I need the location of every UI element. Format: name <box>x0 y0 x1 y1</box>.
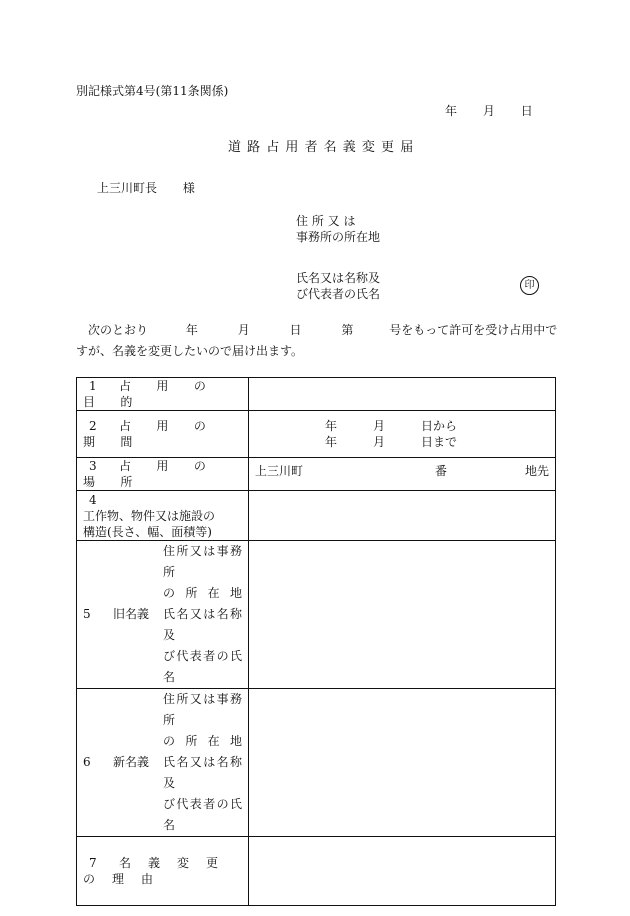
old-name-label: 旧名義 <box>113 607 150 621</box>
table-row-structure <box>77 491 556 541</box>
document-title: 道 路 占 用 者 名 義 変 更 届 <box>228 140 415 155</box>
body-day: 日 <box>289 323 302 337</box>
reason-label-cell <box>77 836 249 905</box>
period-to-suffix: 日まで <box>421 435 458 449</box>
period-to-year: 年 <box>325 435 338 449</box>
addressee-honorific: 様 <box>182 181 195 195</box>
name-label-line-1: 氏名又は名称及 <box>296 271 381 285</box>
place-ban: 番 <box>435 464 448 478</box>
date-day: 日 <box>520 104 533 118</box>
structure-label <box>83 508 215 540</box>
row-number: 4 <box>89 492 97 507</box>
body-dai: 第 <box>341 323 354 337</box>
period-from-suffix: 日から <box>421 419 458 433</box>
row-number: 5 <box>83 607 91 621</box>
row-number: 7 <box>89 855 97 870</box>
place-chisaki: 地先 <box>524 464 549 478</box>
purpose-value-cell[interactable] <box>249 378 556 411</box>
place-label-cell <box>77 458 249 491</box>
form-reference: 別記様式第4号(第11条関係) <box>76 84 229 98</box>
table-row-period <box>77 411 556 458</box>
sub-label: び代表者の氏名 <box>163 796 242 832</box>
applicant-address-label <box>296 213 380 245</box>
purpose-label: 占 用 の 目 的 <box>83 379 217 409</box>
old-name-value-cell[interactable] <box>249 540 556 688</box>
new-name-label-cell <box>77 688 249 836</box>
seal-mark: 印 <box>520 276 539 295</box>
sub-label: 住所又は事務所 <box>163 691 242 727</box>
body-intro: 次のとおり <box>88 323 149 337</box>
body-text-line-2: すが、名義を変更したいので届け出ます。 <box>76 344 304 358</box>
period-label: 占 用 の 期 間 <box>83 419 217 449</box>
sub-label: の 所 在 地 <box>163 585 242 600</box>
address-label-line-2: 事務所の所在地 <box>296 230 381 244</box>
structure-label-cell <box>77 491 249 541</box>
old-name-sub-labels <box>159 541 248 688</box>
applicant-name-label <box>296 270 380 302</box>
new-name-value-cell[interactable] <box>249 688 556 836</box>
reason-label: 名 義 変 更 の 理 由 <box>83 855 225 886</box>
new-name-sub-labels <box>159 689 248 836</box>
body-rest: 号をもって許可を受け占用中で <box>389 323 558 337</box>
application-table <box>76 377 556 906</box>
body-month: 月 <box>237 323 250 337</box>
period-to-month: 月 <box>373 435 386 449</box>
date-year: 年 <box>445 104 458 118</box>
name-label-line-2: び代表者の氏名 <box>296 287 381 301</box>
purpose-label-cell <box>77 378 249 411</box>
place-value-cell[interactable] <box>249 458 556 491</box>
period-to-line <box>325 434 555 450</box>
period-from-year: 年 <box>325 419 338 433</box>
sub-label: 住所又は事務所 <box>163 543 242 579</box>
period-label-cell <box>77 411 249 458</box>
table-row-reason <box>77 836 556 905</box>
table-row-new-name <box>77 688 556 836</box>
table-row-purpose <box>77 378 556 411</box>
row-number: 6 <box>83 755 91 769</box>
structure-label-line-2: 構造(長さ、幅、面積等) <box>83 524 212 539</box>
period-from-line <box>325 418 555 434</box>
body-text-line-1 <box>88 322 557 338</box>
date-month: 月 <box>482 104 495 118</box>
table-row-old-name <box>77 540 556 688</box>
reason-value-cell[interactable] <box>249 836 556 905</box>
addressee-name: 上三川町長 <box>97 181 158 195</box>
date-line <box>445 103 533 119</box>
row-number: 1 <box>89 379 97 393</box>
sub-label: 氏名又は名称及 <box>163 754 242 790</box>
period-from-month: 月 <box>373 419 386 433</box>
sub-label: の 所 在 地 <box>163 733 242 748</box>
table-row-place <box>77 458 556 491</box>
place-town: 上三川町 <box>255 464 304 478</box>
sub-label: 氏名又は名称及 <box>163 606 242 642</box>
body-year: 年 <box>185 323 198 337</box>
old-name-label-cell <box>77 540 249 688</box>
period-value-cell[interactable] <box>249 411 556 458</box>
new-name-label: 新名義 <box>113 755 150 769</box>
structure-value-cell[interactable] <box>249 491 556 541</box>
sub-label: び代表者の氏名 <box>163 648 242 684</box>
row-number: 2 <box>89 419 97 433</box>
row-number: 3 <box>89 459 97 473</box>
addressee <box>97 180 195 196</box>
place-label: 占 用 の 場 所 <box>83 459 217 489</box>
structure-label-line-1: 工作物、物件又は施設の <box>83 508 216 523</box>
address-label-line-1: 住 所 又 は <box>296 214 356 228</box>
